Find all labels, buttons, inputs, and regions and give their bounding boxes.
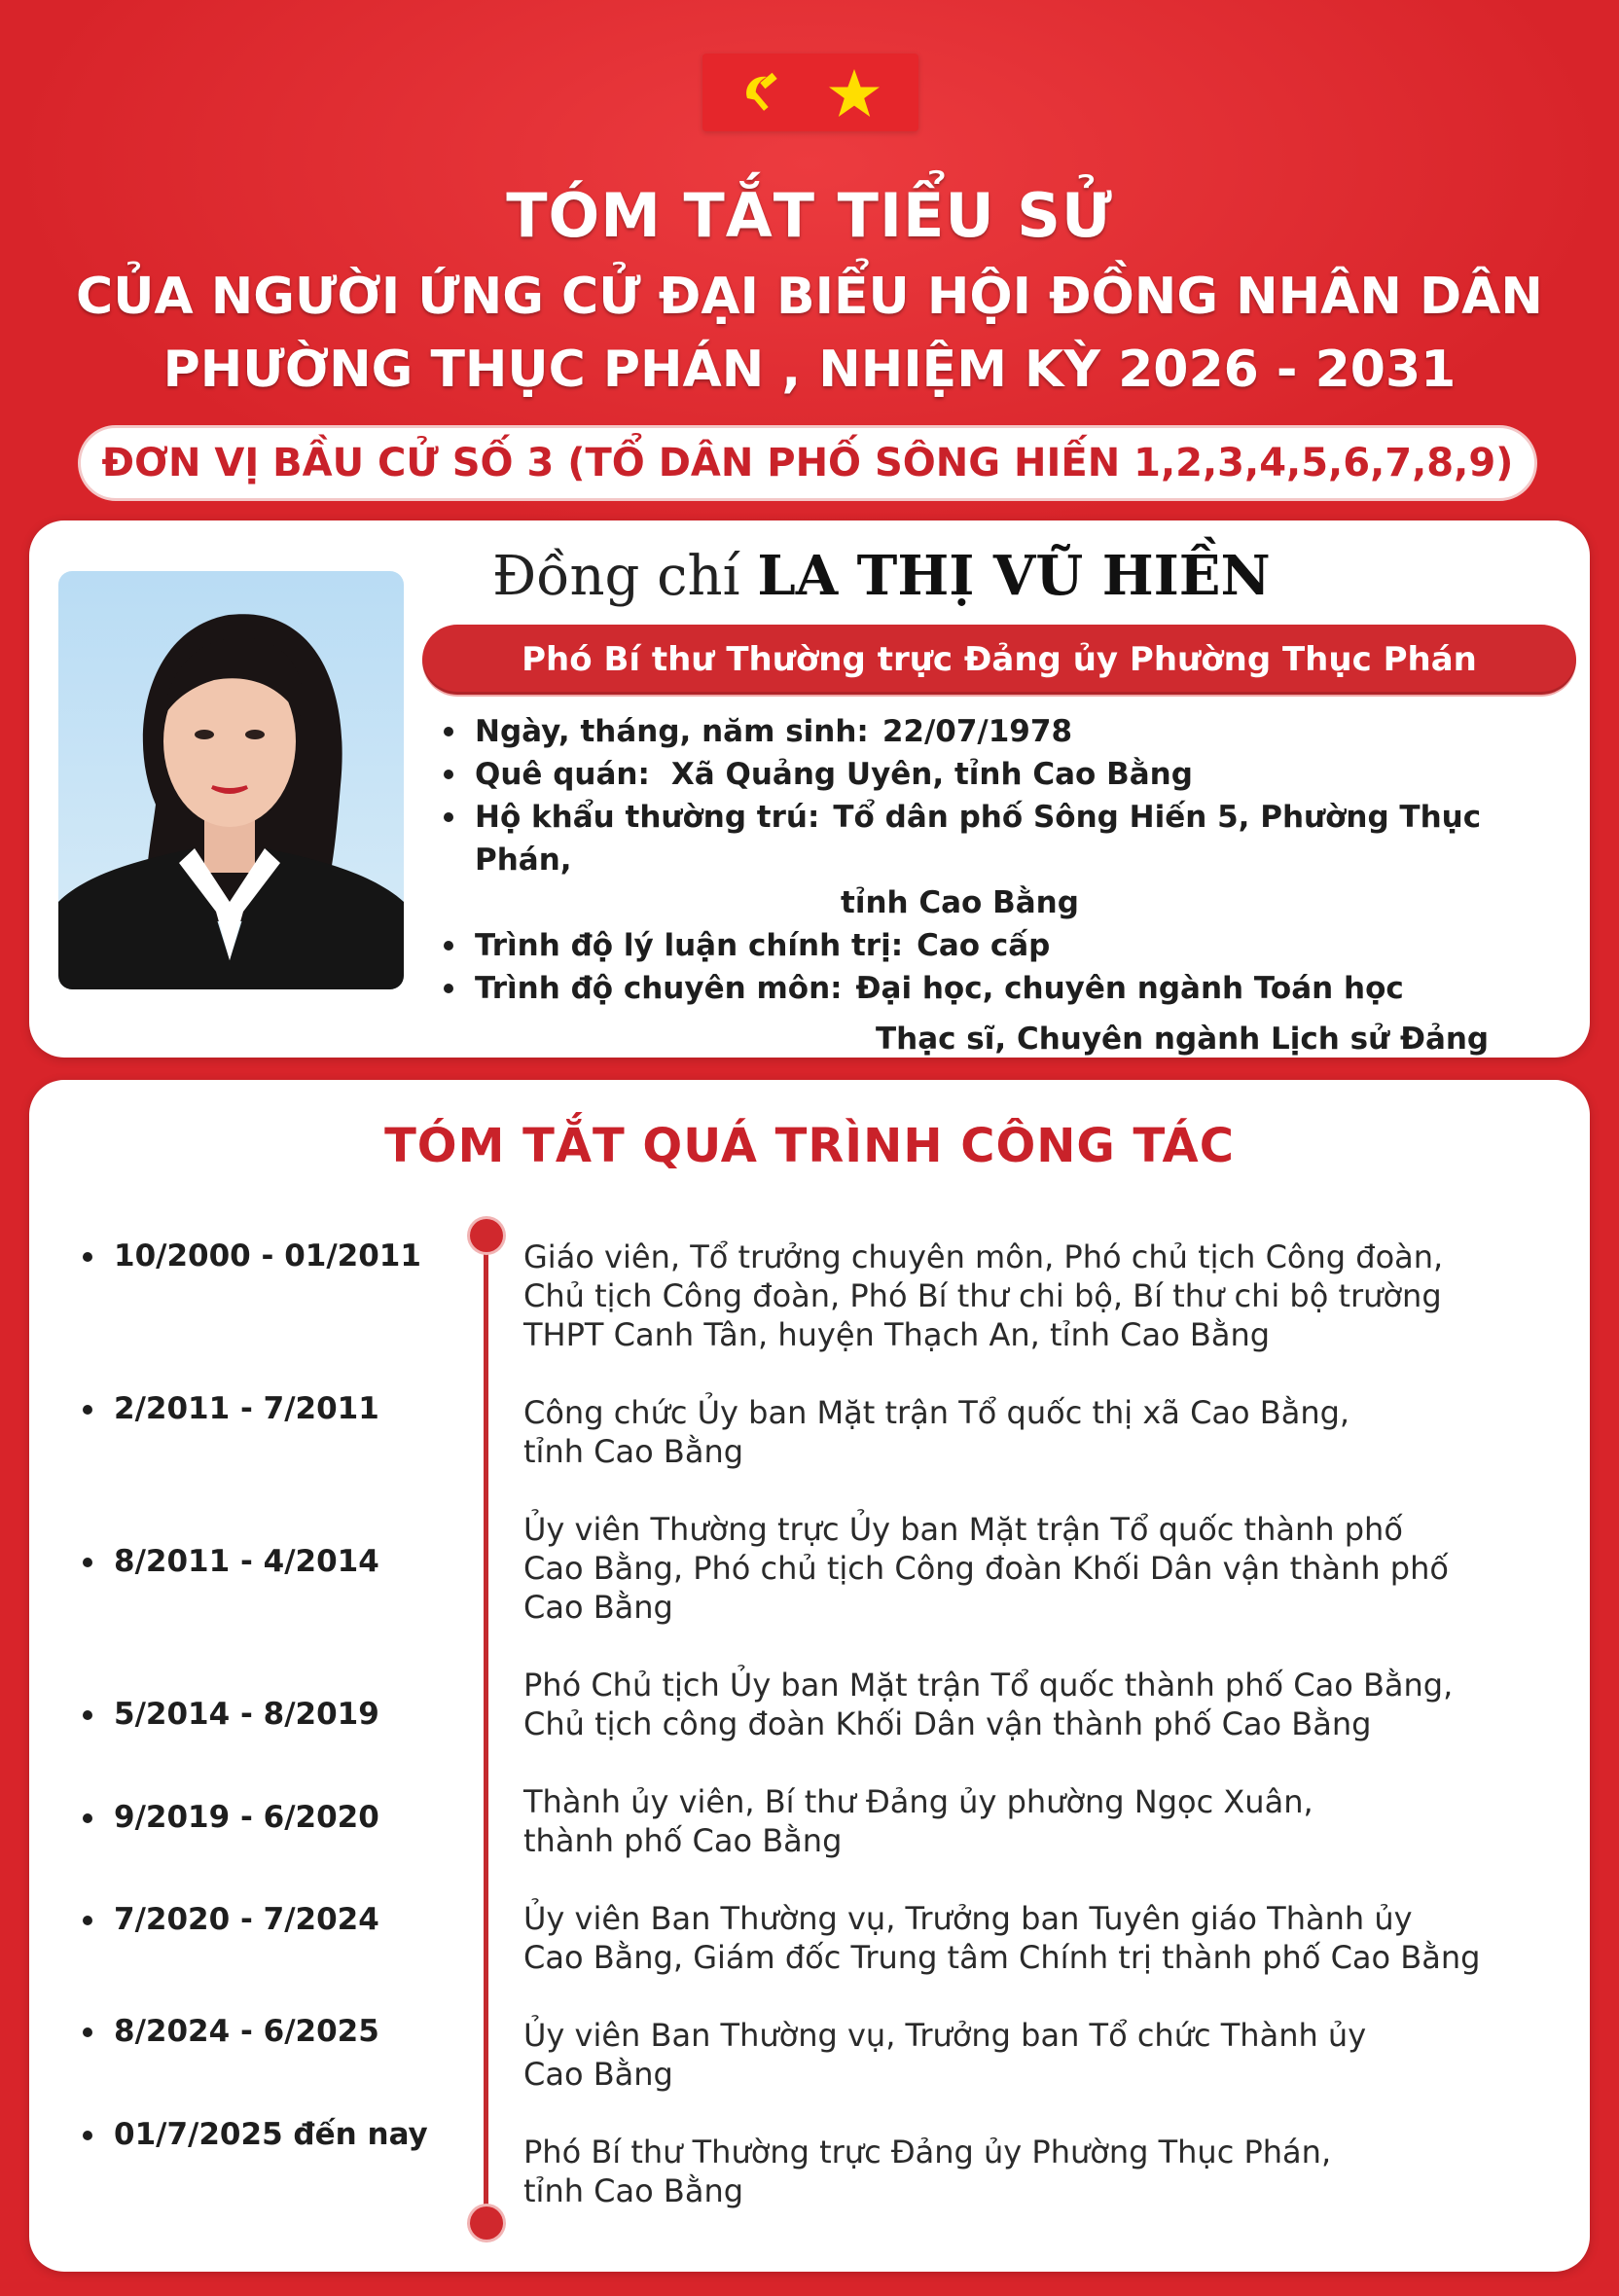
career-period: 8/2011 - 4/2014 [83,1544,379,1579]
political-value: Cao cấp [917,928,1051,963]
career-line: tỉnh Cao Bằng [523,2172,744,2209]
career-line: thành phố Cao Bằng [523,1822,843,1859]
career-period: 01/7/2025 đến nay [83,2117,428,2152]
career-description [523,1393,1574,1471]
career-line: Thành ủy viên, Bí thư Đảng ủy phường Ngọc Xuân, [523,1783,1313,1820]
career-period: 9/2019 - 6/2020 [83,1800,379,1835]
residence-label: Hộ khẩu thường trú: [475,800,820,835]
expertise-value: Đại học, chuyên ngành Toán học [855,971,1404,1006]
info-expertise [436,967,1574,1060]
electoral-unit-banner [78,425,1537,501]
profile-card [29,520,1590,1058]
birth-label: Ngày, tháng, năm sinh: [475,714,869,749]
info-political [436,924,1574,967]
career-line: Phó Bí thư Thường trực Đảng ủy Phường Thục Phán, [523,2134,1332,2170]
career-line: Cao Bằng, Phó chủ tịch Công đoàn Khối Dân vận thành phố [523,1550,1449,1587]
career-description [523,1510,1574,1627]
career-line: Ủy viên Ban Thường vụ, Trưởng ban Tuyên giáo Thành ủy [523,1900,1413,1937]
info-residence [436,796,1574,924]
expertise-value-cont: Thạc sĩ, Chuyên ngành Lịch sử Đảng [876,1022,1490,1057]
candidate-position-banner [422,625,1576,695]
career-line: Ủy viên Thường trực Ủy ban Mặt trận Tổ quốc thành phố [523,1511,1403,1548]
career-period: 5/2014 - 8/2019 [83,1697,379,1732]
career-line: tỉnh Cao Bằng [523,1433,744,1470]
career-line: Giáo viên, Tổ trưởng chuyên môn, Phó chủ tịch Công đoàn, [523,1238,1444,1275]
career-description [523,2016,1574,2094]
residence-value-cont: tỉnh Cao Bằng [841,885,1079,920]
career-card [29,1080,1590,2272]
career-line: Cao Bằng, Giám đốc Trung tâm Chính trị thành phố Cao Bằng [523,1939,1481,1976]
political-label: Trình độ lý luận chính trị: [475,928,904,963]
career-description [523,2133,1574,2210]
page-subtitle-line1: CỦA NGƯỜI ỨNG CỬ ĐẠI BIỂU HỘI ĐỒNG NHÂN DÂN [76,268,1543,326]
career-line: Chủ tịch công đoàn Khối Dân vận thành phố Cao Bằng [523,1705,1372,1742]
timeline-start-dot [470,1219,503,1252]
salutation: Đồng chí [492,545,740,608]
expertise-label: Trình độ chuyên môn: [475,971,843,1006]
career-line: THPT Canh Tân, huyện Thạch An, tỉnh Cao Bằng [523,1316,1271,1353]
candidate-position: Phó Bí thư Thường trực Đảng ủy Phường Thục Phán [522,640,1477,679]
career-line: Chủ tịch Công đoàn, Phó Bí thư chi bộ, Bí thư chi bộ trường [523,1277,1442,1314]
info-birth [436,710,1574,753]
birth-value: 22/07/1978 [881,714,1073,749]
party-flag [702,54,918,131]
candidate-name-line [492,544,1271,608]
career-period: 2/2011 - 7/2011 [83,1391,379,1426]
candidate-photo [58,571,404,989]
portrait-illustration [58,571,404,989]
electoral-unit-text: ĐƠN VỊ BẦU CỬ SỐ 3 (TỔ DÂN PHỐ SÔNG HIẾN 1,2,3,4,5,6,7,8,9) [101,441,1514,485]
career-description [523,1666,1574,1743]
info-hometown [436,753,1574,796]
page-title: TÓM TẮT TIỂU SỬ [506,180,1113,251]
career-description [523,1782,1574,1860]
candidate-info-list [436,710,1574,1060]
career-title: TÓM TẮT QUÁ TRÌNH CÔNG TÁC [384,1119,1235,1173]
career-description [523,1238,1574,1354]
career-line: Ủy viên Ban Thường vụ, Trưởng ban Tổ chức Thành ủy [523,2017,1367,2054]
residence-value: Tổ dân phố Sông Hiến 5, Phường Thục Phán, [475,800,1482,878]
hometown-label: Quê quán: [475,757,650,792]
page-subtitle-line2: PHƯỜNG THỤC PHÁN , NHIỆM KỲ 2026 - 2031 [162,341,1457,399]
career-period: 8/2024 - 6/2025 [83,2014,379,2049]
career-period: 7/2020 - 7/2024 [83,1902,379,1937]
timeline-end-dot [470,2206,503,2240]
candidate-name: LA THỊ VŨ HIỀN [757,544,1271,608]
hammer-sickle-icon [738,69,784,116]
career-line: Phó Chủ tịch Ủy ban Mặt trận Tổ quốc thành phố Cao Bằng, [523,1667,1454,1704]
career-period: 10/2000 - 01/2011 [83,1238,421,1274]
career-line: Cao Bằng [523,2056,673,2093]
hometown-value: Xã Quảng Uyên, tỉnh Cao Bằng [670,757,1193,792]
career-line: Công chức Ủy ban Mặt trận Tổ quốc thị xã Cao Bằng, [523,1394,1350,1431]
timeline-line [484,1231,488,2223]
career-line: Cao Bằng [523,1589,673,1626]
star-icon [827,67,881,120]
career-description [523,1899,1574,1977]
